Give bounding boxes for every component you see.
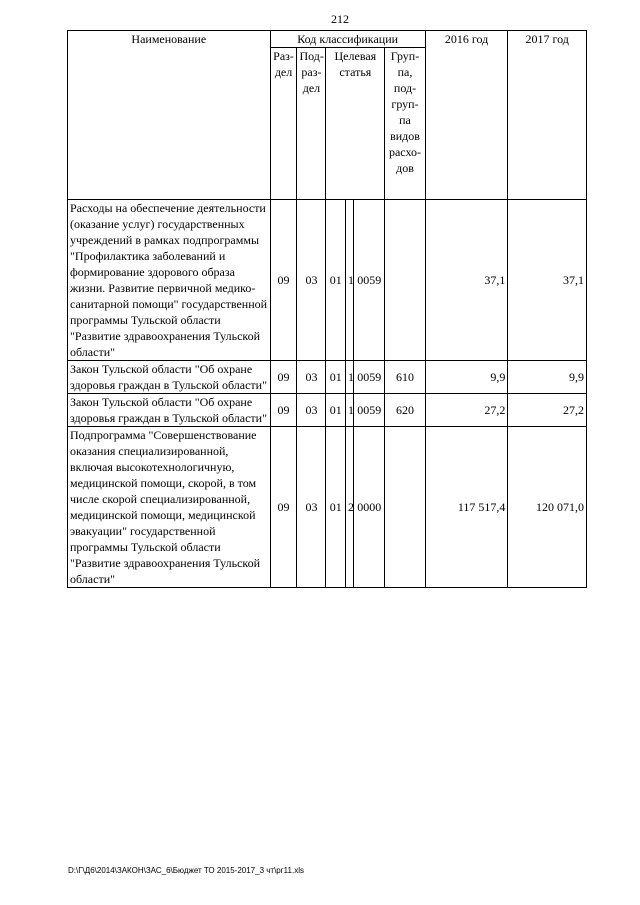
row-name: Закон Тульской области "Об охране здоровья граждан в Тульской области" [68, 361, 271, 394]
row-name: Закон Тульской области "Об охране здоровья граждан в Тульской области" [68, 394, 271, 427]
row-amount-2017: 120 071,0 [508, 427, 587, 588]
row-name: Подпрограмма "Совершенствование оказания специализированной, включая высокотехнологичную, медицинской помощи, скорой, в том числе скорой специализированной, медицинской помощи, медицинской эвакуации" государственной программы Тульской области "Развитие здравоохранения Тульской области" [68, 427, 271, 588]
row-amount-2016: 117 517,4 [425, 427, 508, 588]
row-razdel: 09 [270, 361, 297, 394]
table-row [68, 361, 587, 394]
row-razdel: 09 [270, 427, 297, 588]
row-amount-2017: 27,2 [508, 394, 587, 427]
row-group [385, 427, 425, 588]
row-target-subprogram: 1 [346, 361, 354, 394]
row-target-program: 01 [326, 200, 346, 361]
header-target: Целевая статья [326, 48, 385, 200]
row-name: Расходы на обеспечение деятельности (оказание услуг) государственных учреждений в рамках подпрограммы "Профилактика заболеваний и формирование здорового образа жизни. Развитие первичной медико-санитарной помощи" государственной программы Тульской области "Развитие здравоохранения Тульской области" [68, 200, 271, 361]
row-amount-2017: 37,1 [508, 200, 587, 361]
row-target-program: 01 [326, 427, 346, 588]
row-amount-2016: 27,2 [425, 394, 508, 427]
header-year-2016: 2016 год [425, 31, 508, 200]
row-amount-2016: 9,9 [425, 361, 508, 394]
footer-file-path: D:\Г\Д6\2014\ЗАКОН\ЗАС_6\Бюджет ТО 2015-2017_3 чт\рг11.xls [68, 866, 304, 875]
row-target-code: 0059 [354, 361, 385, 394]
row-target-subprogram: 1 [346, 394, 354, 427]
table-row [68, 394, 587, 427]
header-code-group: Код классификации [270, 31, 425, 48]
row-target-subprogram: 2 [346, 427, 354, 588]
header-razdel: Раз- дел [270, 48, 297, 200]
row-podrazdel: 03 [297, 394, 326, 427]
header-podrazdel: Под- раз- дел [297, 48, 326, 200]
row-razdel: 09 [270, 200, 297, 361]
row-target-program: 01 [326, 361, 346, 394]
row-podrazdel: 03 [297, 361, 326, 394]
row-target-subprogram: 1 [346, 200, 354, 361]
header-group: Груп- па, под- груп- па видов расхо- дов [385, 48, 425, 200]
row-amount-2017: 9,9 [508, 361, 587, 394]
row-group [385, 200, 425, 361]
row-target-program: 01 [326, 394, 346, 427]
header-name: Наименование [68, 31, 271, 200]
header-year-2017: 2017 год [508, 31, 587, 200]
row-target-code: 0000 [354, 427, 385, 588]
row-group: 610 [385, 361, 425, 394]
row-podrazdel: 03 [297, 200, 326, 361]
row-target-code: 0059 [354, 200, 385, 361]
table-row [68, 200, 587, 361]
row-group: 620 [385, 394, 425, 427]
page-number: 212 [331, 12, 349, 26]
header-row-top [68, 31, 587, 48]
table-row [68, 427, 587, 588]
row-target-code: 0059 [354, 394, 385, 427]
row-podrazdel: 03 [297, 427, 326, 588]
row-amount-2016: 37,1 [425, 200, 508, 361]
row-razdel: 09 [270, 394, 297, 427]
budget-table [67, 30, 587, 588]
